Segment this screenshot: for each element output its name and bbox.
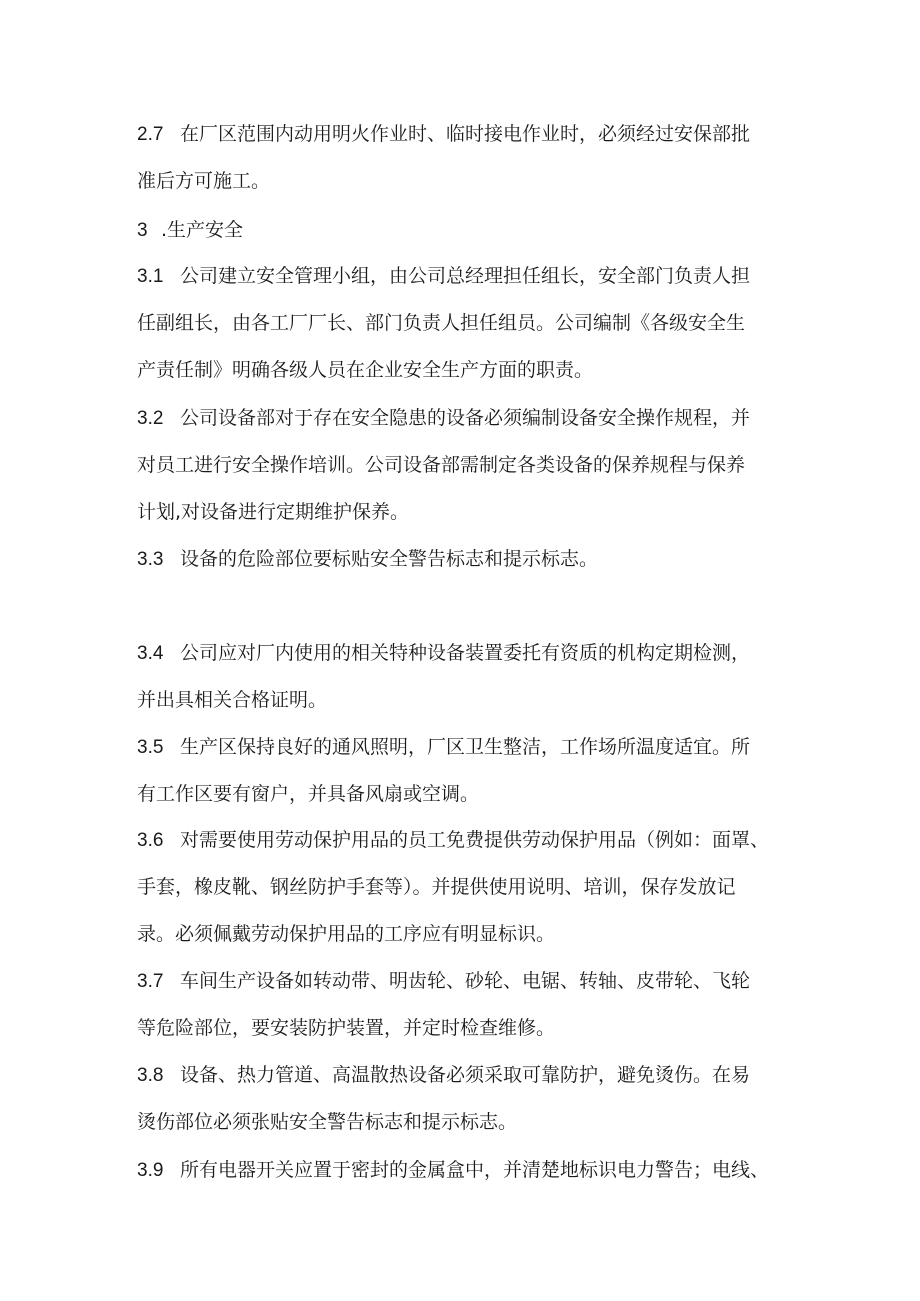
paragraph-text: 设备、热力管道、高温散热设备必须采取可靠防护，避免烫伤。在易	[180, 1064, 751, 1086]
paragraph-line	[137, 630, 750, 677]
section-number: 3.2	[137, 408, 164, 429]
section-number: 3.7	[137, 971, 164, 992]
paragraph-line: 并出具相关合格证明。	[137, 689, 328, 711]
paragraph-text: 在厂区范围内动用明火作业时、临时接电作业时，必须经过安保部批	[180, 123, 751, 145]
paragraph-text: 设备的危险部位要标贴安全警告标志和提示标志。	[180, 548, 599, 570]
paragraph-line: 有工作区要有窗户，并具备风扇或空调。	[137, 783, 480, 805]
paragraph-line: 任副组长，由各工厂厂长、部门负责人担任组员。公司编制《各级安全生	[137, 312, 746, 334]
paragraph-text: 生产区保持良好的通风照明，厂区卫生整洁，工作场所温度适宜。所	[180, 736, 751, 758]
section-number: 3.5	[137, 737, 164, 758]
paragraph-line	[137, 395, 750, 442]
section-number: 3.4	[137, 643, 164, 664]
paragraph-line: 对员工进行安全操作培训。公司设备部需制定各类设备的保养规程与保养	[137, 454, 746, 476]
paragraph-text: 对需要使用劳动保护用品的员工免费提供劳动保护用品（例如：面罩、	[180, 829, 770, 851]
section-number: 3	[137, 220, 148, 241]
paragraph-line: 准后方可施工。	[137, 170, 271, 192]
paragraph-text: 公司建立安全管理小组，由公司总经理担任组长，安全部门负责人担	[180, 265, 751, 287]
paragraph-text: .生产安全	[161, 219, 244, 241]
paragraph-line	[137, 1052, 750, 1099]
section-number: 3.9	[137, 1160, 164, 1181]
paragraph-line: 产责任制》明确各级人员在企业安全生产方面的职责。	[137, 359, 594, 381]
paragraph-line	[137, 111, 750, 158]
section-number: 3.8	[137, 1065, 164, 1086]
paragraph-line	[137, 1147, 769, 1194]
paragraph-line	[137, 817, 769, 864]
paragraph-line	[137, 724, 750, 771]
paragraph-line: 烫伤部位必须张贴安全警告标志和提示标志。	[137, 1111, 518, 1133]
paragraph-line: 计划,对设备进行定期维护保养。	[137, 501, 410, 523]
paragraph-text: 公司设备部对于存在安全隐患的设备必须编制设备安全操作规程，并	[180, 407, 751, 429]
section-number: 3.3	[137, 549, 164, 570]
section-number: 3.6	[137, 830, 164, 851]
paragraph-line	[137, 253, 750, 300]
section-number: 3.1	[137, 266, 164, 287]
paragraph-text: 所有电器开关应置于密封的金属盒中，并清楚地标识电力警告；电线、	[180, 1159, 770, 1181]
paragraph-line: 录。必须佩戴劳动保护用品的工序应有明显标识。	[137, 923, 556, 945]
paragraph-line: 等危险部位，要安装防护装置，并定时检查维修。	[137, 1017, 556, 1039]
paragraph-text: 车间生产设备如转动带、明齿轮、砂轮、电锯、转轴、皮带轮、飞轮	[180, 970, 751, 992]
paragraph-line: 手套，橡皮靴、钢丝防护手套等）。并提供使用说明、培训，保存发放记	[137, 876, 736, 898]
paragraph-line	[137, 958, 750, 1005]
paragraph-line	[137, 207, 243, 254]
paragraph-text: 公司应对厂内使用的相关特种设备装置委托有资质的机构定期检测，	[180, 642, 751, 664]
section-number: 2.7	[137, 124, 164, 145]
paragraph-line	[137, 536, 598, 583]
